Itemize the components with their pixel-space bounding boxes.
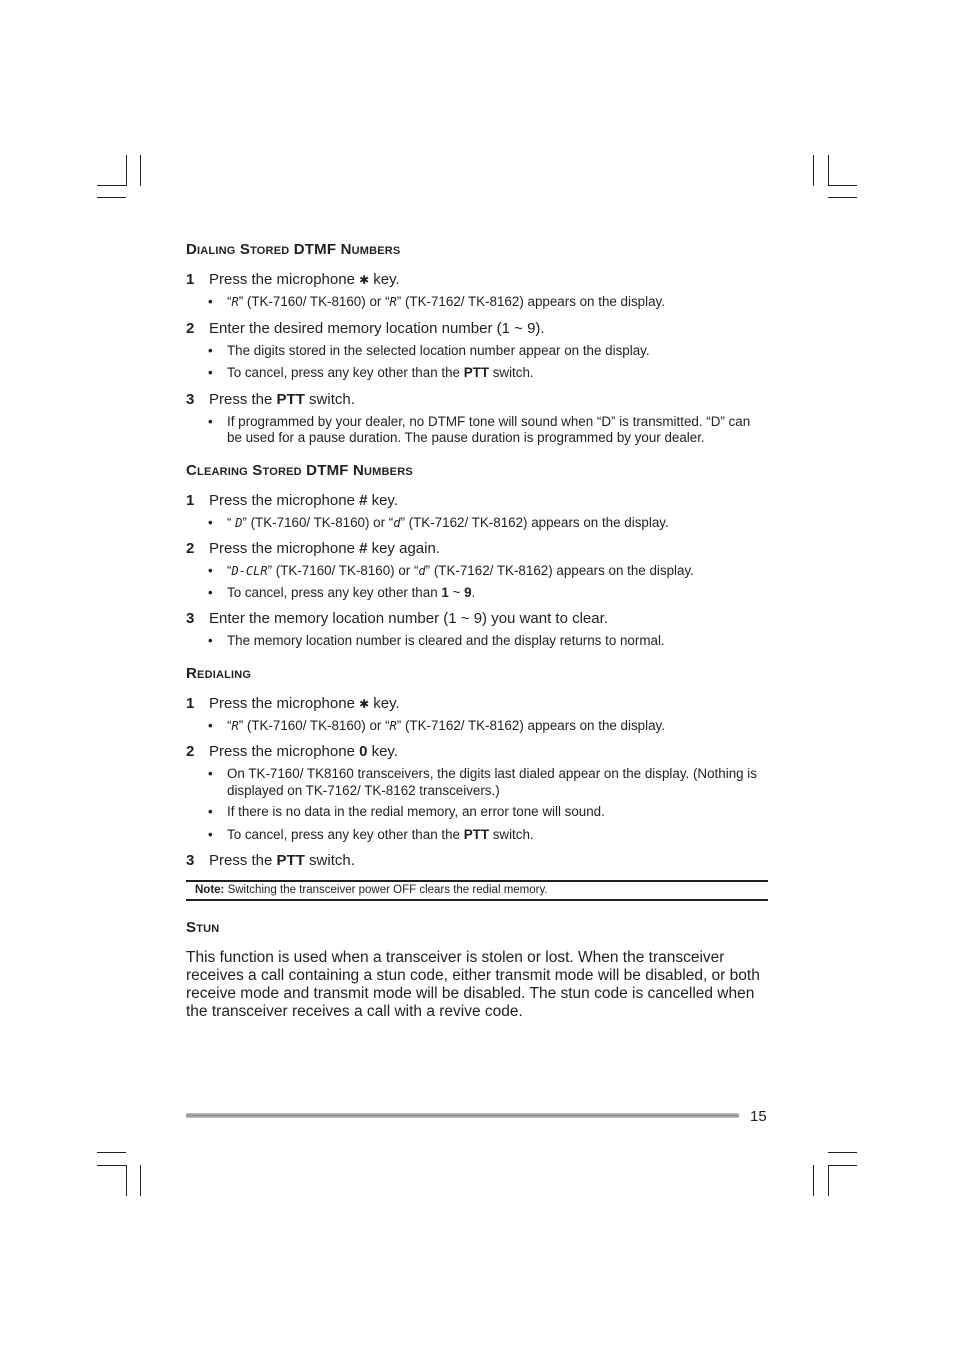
section-heading-stun: Stun <box>186 919 220 936</box>
crop-mark <box>97 1165 126 1166</box>
crop-mark <box>97 1152 126 1153</box>
lcd-indicator: R <box>231 718 239 733</box>
stun-paragraph: This function is used when a transceiver is stolen or lost. When the transceiver receives a call containing a stun code, either transmit mode will be disabled, or both receive mode and transmit mode will be disabled. The stun code is cancelled when the transceiver receives a call with a revive code. <box>186 949 760 1020</box>
step-item: 2 Enter the desired memory location number (1 ~ 9). <box>186 319 545 337</box>
section-heading-redialing: Redialing <box>186 664 252 682</box>
bullet-item: • “ D” (TK-7160/ TK-8160) or “d” (TK-7162/ TK-8162) appears on the display. <box>208 514 669 530</box>
bullet-item: • To cancel, press any key other than the PTT switch. <box>208 365 534 380</box>
step-item: 2 Press the microphone # key again. <box>186 540 440 557</box>
crop-mark <box>813 155 814 186</box>
step-item: 3 Press the PTT switch. <box>186 390 355 408</box>
bullet-item: • To cancel, press any key other than the PTT switch. <box>208 826 534 842</box>
asterisk-key-icon: ✱ <box>359 273 370 287</box>
crop-mark <box>828 155 829 186</box>
crop-mark <box>126 155 127 186</box>
lcd-indicator: D <box>235 515 243 530</box>
crop-mark <box>828 1152 857 1153</box>
crop-mark <box>140 155 141 186</box>
bullet-item: • If programmed by your dealer, no DTMF tone will sound when “D” is transmitted. “D” can be used for a pause duration. The pause duration is programmed by your dealer. <box>208 413 751 445</box>
asterisk-key-icon: ✱ <box>359 696 370 711</box>
crop-mark <box>828 1165 857 1166</box>
step-item: 1 Press the microphone ✱ key. <box>186 694 400 712</box>
bullet-item: • On TK-7160/ TK8160 transceivers, the digits last dialed appear on the display. (Nothing is displayed on TK-7162/ TK-8162 transceivers.) <box>208 766 757 798</box>
crop-mark <box>126 1165 127 1196</box>
crop-mark <box>97 185 126 186</box>
section-heading-dialing: Dialing Stored DTMF Numbers <box>186 241 401 258</box>
bullet-item: • “R” (TK-7160/ TK-8160) or “R” (TK-7162/ TK-8162) appears on the display. <box>208 717 665 733</box>
crop-mark <box>828 185 857 186</box>
crop-mark <box>813 1165 814 1196</box>
footer-rule <box>186 1113 739 1118</box>
page-content <box>186 241 768 1021</box>
section-heading-clearing: Clearing Stored DTMF Numbers <box>186 461 413 479</box>
crop-mark <box>828 1165 829 1196</box>
step-item: 3 Enter the memory location number (1 ~ 9) you want to clear. <box>186 610 608 627</box>
crop-mark <box>140 1165 141 1196</box>
bullet-item: • “D-CLR” (TK-7160/ TK-8160) or “d” (TK-7162/ TK-8162) appears on the display. <box>208 563 694 578</box>
step-item: 3 Press the PTT switch. <box>186 852 355 869</box>
lcd-indicator: R <box>389 718 397 733</box>
step-item: 1 Press the microphone # key. <box>186 491 398 509</box>
crop-mark <box>828 197 857 198</box>
lcd-indicator: d <box>393 515 401 530</box>
bullet-item: • If there is no data in the redial memory, an error tone will sound. <box>208 804 605 819</box>
note-label: Note: <box>195 884 225 896</box>
bullet-item: • “R” (TK-7160/ TK-8160) or “R” (TK-7162/ TK-8162) appears on the display. <box>208 294 665 309</box>
lcd-indicator: d <box>418 564 426 578</box>
lcd-indicator: R <box>389 295 397 309</box>
lcd-indicator: D-CLR <box>231 564 268 578</box>
step-item: 2 Press the microphone 0 key. <box>186 743 398 760</box>
bullet-item: • The digits stored in the selected location number appear on the display. <box>208 342 650 358</box>
note-text: Switching the transceiver power OFF clears the redial memory. <box>224 884 548 896</box>
bullet-item: • To cancel, press any key other than 1 ~ 9. <box>208 584 476 600</box>
note-box <box>186 880 768 901</box>
step-item: 1 Press the microphone ✱ key. <box>186 271 400 288</box>
lcd-indicator: R <box>231 295 239 309</box>
bullet-item: • The memory location number is cleared and the display returns to normal. <box>208 633 665 648</box>
page-number: 15 <box>750 1108 767 1125</box>
crop-mark <box>97 197 126 198</box>
